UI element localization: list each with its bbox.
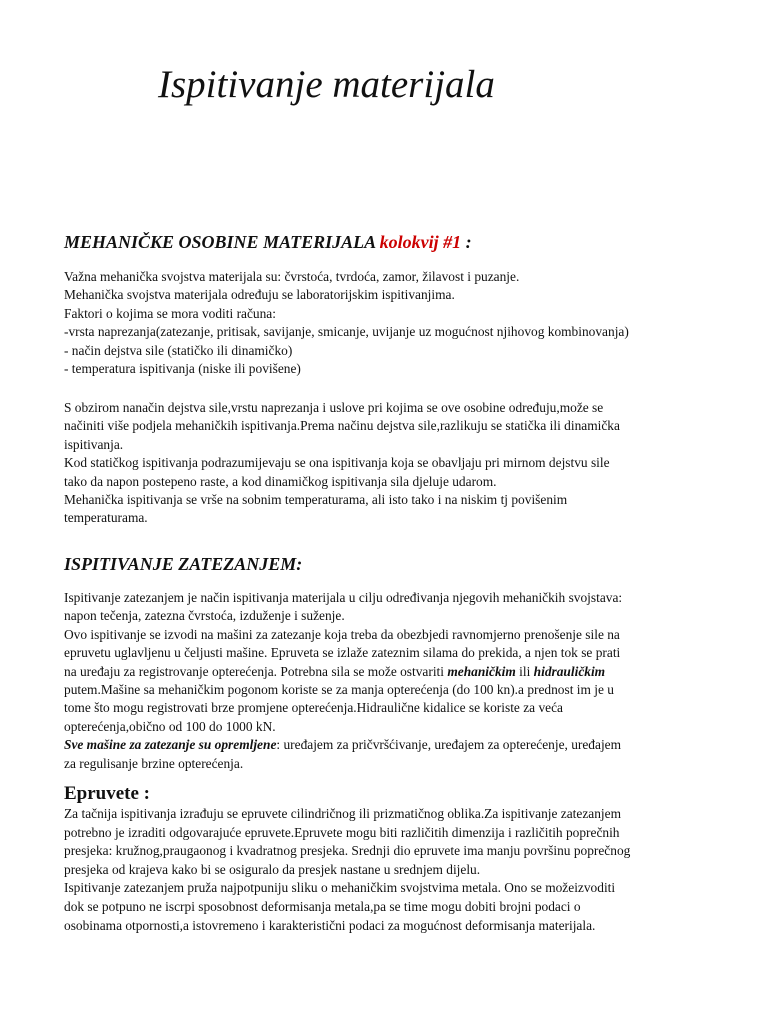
text-fragment: ili <box>515 663 534 679</box>
text-line: za regulisanje brzine opterećenja. <box>64 755 244 771</box>
text-line: dok se potpuno ne iscrpi sposobnost deformisanja metala,pa se time mogu dobiti brojni podaci o <box>64 898 581 914</box>
specimens-paragraph <box>64 805 744 935</box>
text-line <box>64 663 744 681</box>
document-title: Ispitivanje materijala <box>158 63 495 106</box>
text-line: Važna mehanička svojstva materijala su: čvrstoća, tvrdoća, zamor, žilavost i puzanje. <box>64 269 520 284</box>
tensile-testing-paragraph <box>64 589 744 773</box>
text-line: osobinama otpornosti,a istovremeno i karakteristični podaci za mogućnost deformisanja materijala. <box>64 917 596 933</box>
emphasis-machines: Sve mašine za zatezanje su opremljene <box>64 737 277 753</box>
text-line: presjeka od krajeva kako bi se osiguralo da presjek nastane u srednjem dijelu. <box>64 861 481 877</box>
text-line: ispitivanja. <box>64 436 124 452</box>
text-line: Ispitivanje zatezanjem je način ispitivanja materijala u cilju određivanja njegovih mehaničkih svojstava: <box>64 590 623 605</box>
text-fragment: na uređaju za registrovanje opterećenja. Potrebna sila se može ostvariti <box>64 663 448 679</box>
text-line: Ispitivanje zatezanjem pruža najpotpuniju sliku o mehaničkim svojstvima metala. Ono se možeizvoditi <box>64 880 616 896</box>
emphasis-hydraulic: hidrauličkim <box>533 663 606 679</box>
heading-red-text: kolokvij #1 <box>379 232 462 252</box>
text-fragment: : uređajem za pričvršćivanje, uređajem za opterećenje, uređajem <box>276 737 622 753</box>
testing-types-paragraph <box>64 399 744 528</box>
text-line: tome što mogu registrovati brze promjene opterećenja.Hidraulične kidalice se koriste za veća <box>64 700 563 716</box>
text-line: epruvetu uglavljenu u čeljusti mašine. Epruveta se izlaže zateznim silama do prekida, a njen tok se prati <box>64 645 621 661</box>
text-line: načiniti više podjela mehaničkih ispitivanja.Prema načinu dejstva sile,razlikuju se statička ili dinamička <box>64 418 620 434</box>
section-heading-mechanical-properties <box>64 232 472 253</box>
section-heading-specimens: Epruvete : <box>64 783 151 804</box>
text-line: - način dejstva sile (statičko ili dinamičko) <box>64 342 293 358</box>
text-line: napon tečenja, zatezna čvrstoća, izduženje i suženje. <box>64 608 345 624</box>
text-line: -vrsta naprezanja(zatezanje, pritisak, savijanje, smicanje, uvijanje uz mogućnost njihovog kombinovanja) <box>64 324 629 340</box>
section-heading-tensile-testing: ISPITIVANJE ZATEZANJEM: <box>64 554 303 574</box>
text-line <box>64 736 744 754</box>
heading-main-text: MEHANIČKE OSOBINE MATERIJALA <box>64 232 380 252</box>
text-line: Kod statičkog ispitivanja podrazumijevaju se ona ispitivanja koja se obavljaju pri mirnom dejstvu sile <box>64 455 610 471</box>
emphasis-mechanical: mehaničkim <box>447 663 516 679</box>
text-line: temperaturama. <box>64 510 148 526</box>
text-line: presjeka: kružnog,praugaonog i kvadratnog presjeka. Srednji dio epruvete ima manju površinu poprečnog <box>64 843 631 859</box>
text-line: Ovo ispitivanje se izvodi na mašini za zatezanje koja treba da obezbjedi ravnomjerno prenošenje sile na <box>64 626 620 642</box>
text-line: Za tačnija ispitivanja izrađuju se epruvete cilindričnog ili prizmatičnog oblika.Za ispitivanje zatezanjem <box>64 806 621 821</box>
text-line: tako da napon postepeno raste, a kod dinamičkog ispitivanja sila djeluje udarom. <box>64 473 497 489</box>
text-line: S obzirom nanačin dejstva sile,vrstu naprezanja i uslove pri kojima se ove osobine određuju,može se <box>64 400 604 415</box>
text-line: - temperatura ispitivanja (niske ili povišene) <box>64 360 301 376</box>
text-line: Mehanička ispitivanja se vrše na sobnim temperaturama, ali isto tako i na niskim tj povišenim <box>64 491 568 507</box>
text-line: potrebno je izraditi odgovarajuće epruvete.Epruvete mogu biti različitih dimenzija i različitih poprečnih <box>64 824 620 840</box>
text-line: Faktori o kojima se mora voditi računa: <box>64 305 276 321</box>
heading-suffix-text: : <box>461 232 472 252</box>
text-line: opterećenja,obično od 100 do 1000 kN. <box>64 718 276 734</box>
text-line: putem.Mašine sa mehaničkim pogonom koriste se za manja opterećenja (do 100 kn).a prednost im je u <box>64 681 614 697</box>
text-line: Mehanička svojstva materijala određuju se laboratorijskim ispitivanjima. <box>64 287 455 303</box>
mechanical-properties-list <box>64 268 744 378</box>
